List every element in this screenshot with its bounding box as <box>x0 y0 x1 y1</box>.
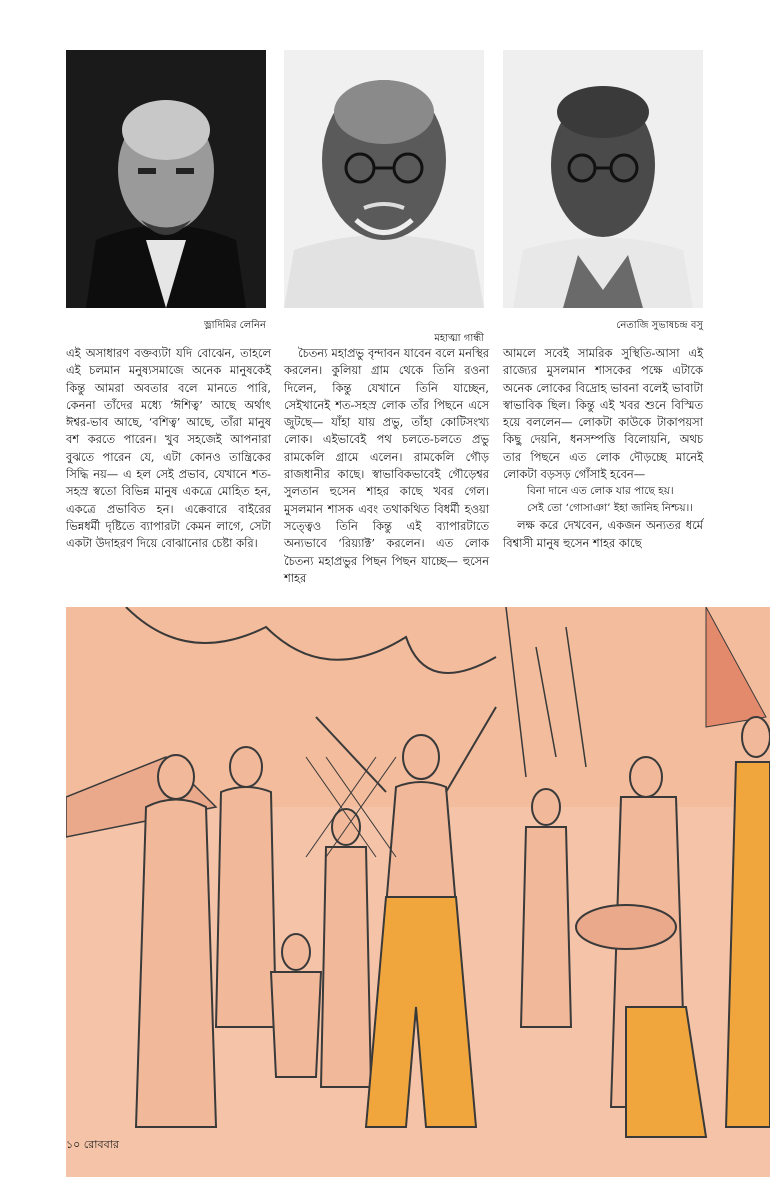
verse-line-1: বিনা দানে এত লোক যার পাছে হয়। <box>527 485 674 498</box>
sankirtan-illustration <box>66 607 770 1177</box>
gandhi-portrait-icon <box>284 50 484 308</box>
text-column-2 <box>284 345 489 587</box>
lenin-portrait-icon <box>66 50 266 308</box>
netaji-portrait-icon <box>503 50 703 308</box>
page-folio: ১০ রোববার <box>66 1138 119 1151</box>
caption-lenin: ভ্লাদিমির লেনিন <box>204 320 266 331</box>
text-column-3 <box>503 345 703 552</box>
photo-gandhi <box>284 50 484 308</box>
chaitanya-sankirtan-illustration-icon <box>66 607 770 1177</box>
photo-lenin <box>66 50 266 308</box>
caption-netaji: নেতাজি সুভাষচন্দ্র বসু <box>616 320 703 331</box>
paragraph: চৈতন্য মহাপ্রভু বৃন্দাবন যাবেন বলে মনস্থির করলেন। কুলিয়া গ্রাম থেকে তিনি রওনা দিলেন, কিন্তু যেখানে তিনি যাচ্ছেন, সেইখানেই শত-সহস্র লোক তাঁর পিছনে এসে জুটছে— যাঁহা যায় প্রভু, তাঁহা কোটিসংখ্য লোক। এইভাবেই পথ চলতে-চলতে প্রভু রামকেলি গ্রামে এলেন। রামকেলি গৌড় রাজধানীর কাছে। স্বাভাবিকভাবেই গৌড়েশ্বর সুলতান হুসেন শাহর কাছে খবর গেল। মুসলমান শাসক এবং তথাকথিত বিধর্মী হওয়া সত্ত্বেও তিনি কিন্তু এই ব্যাপারটাতে অন্যভাবে ‘রিয়্যাক্ট’ করলেন। এত লোক চৈতন্য মহাপ্রভুর পিছন পিছন যাচ্ছে— হুসেন শাহর <box>284 346 489 585</box>
text-column-1 <box>66 345 271 553</box>
paragraph: লক্ষ করে দেখবেন, একজন অন্যতর ধর্মে বিশ্বাসী মানুষ হুসেন শাহর কাছে <box>503 518 703 550</box>
photo-netaji <box>503 50 703 308</box>
paragraph: আমলে সবেই সামরিক সুস্থিতি-আসা এই রাজ্যের মুসলমান শাসকের পক্ষে এটাকে অনেক লোকের বিদ্রোহ ভাবনা বলেই ভাবাটা স্বাভাবিক ছিল। কিন্তু এই খবর শুনে বিস্মিত হয়ে বললেন— লোকটা কাউকে টাকাপয়সা কিছু দেয়নি, ধনসম্পত্তি বিলোয়নি, অথচ তার পিছনে এত লোক দৌড়চ্ছে মানেই লোকটা বড়সড় গোঁসাই হবেন— <box>503 346 703 482</box>
caption-gandhi: মহাত্মা গান্ধী <box>434 333 484 344</box>
verse-line-2: সেই তো ‘গোসাঞা’ ইহা জানিহ নিশ্চয়।। <box>527 502 694 515</box>
paragraph: এই অসাধারণ বক্তব্যটা যদি বোঝেন, তাহলে এই চলমান মনুষ্যসমাজে অনেক মানুষকেই কিন্তু আমরা অবতার বলে মানতে পারি, কেননা তাঁদের মধ্যে ‘ঈশিত্ব’ আছে অর্থাৎ ঈশ্বর-ভাব আছে, ‘বশিত্ব’ আছে, তাঁরা মানুষ বশ করতে পারেন। খুব সহজেই আপনারা বুঝতে পারেন যে, এটা কোনও তান্ত্রিকের সিদ্ধি নয়— এ হল সেই প্রভাব, যেখানে শত-সহস্র স্বতো বিভিন্ন মানুষ একত্রে মোহিত হন, একত্রে প্রভাবিত হন। এক্কেবারে বাইরের ভিন্নধর্মী দৃষ্টিতে ব্যাপারটা কেমন লাগে, সেটা একটা উদাহরণ দিয়ে বোঝানোর চেষ্টা করি। <box>66 346 271 551</box>
